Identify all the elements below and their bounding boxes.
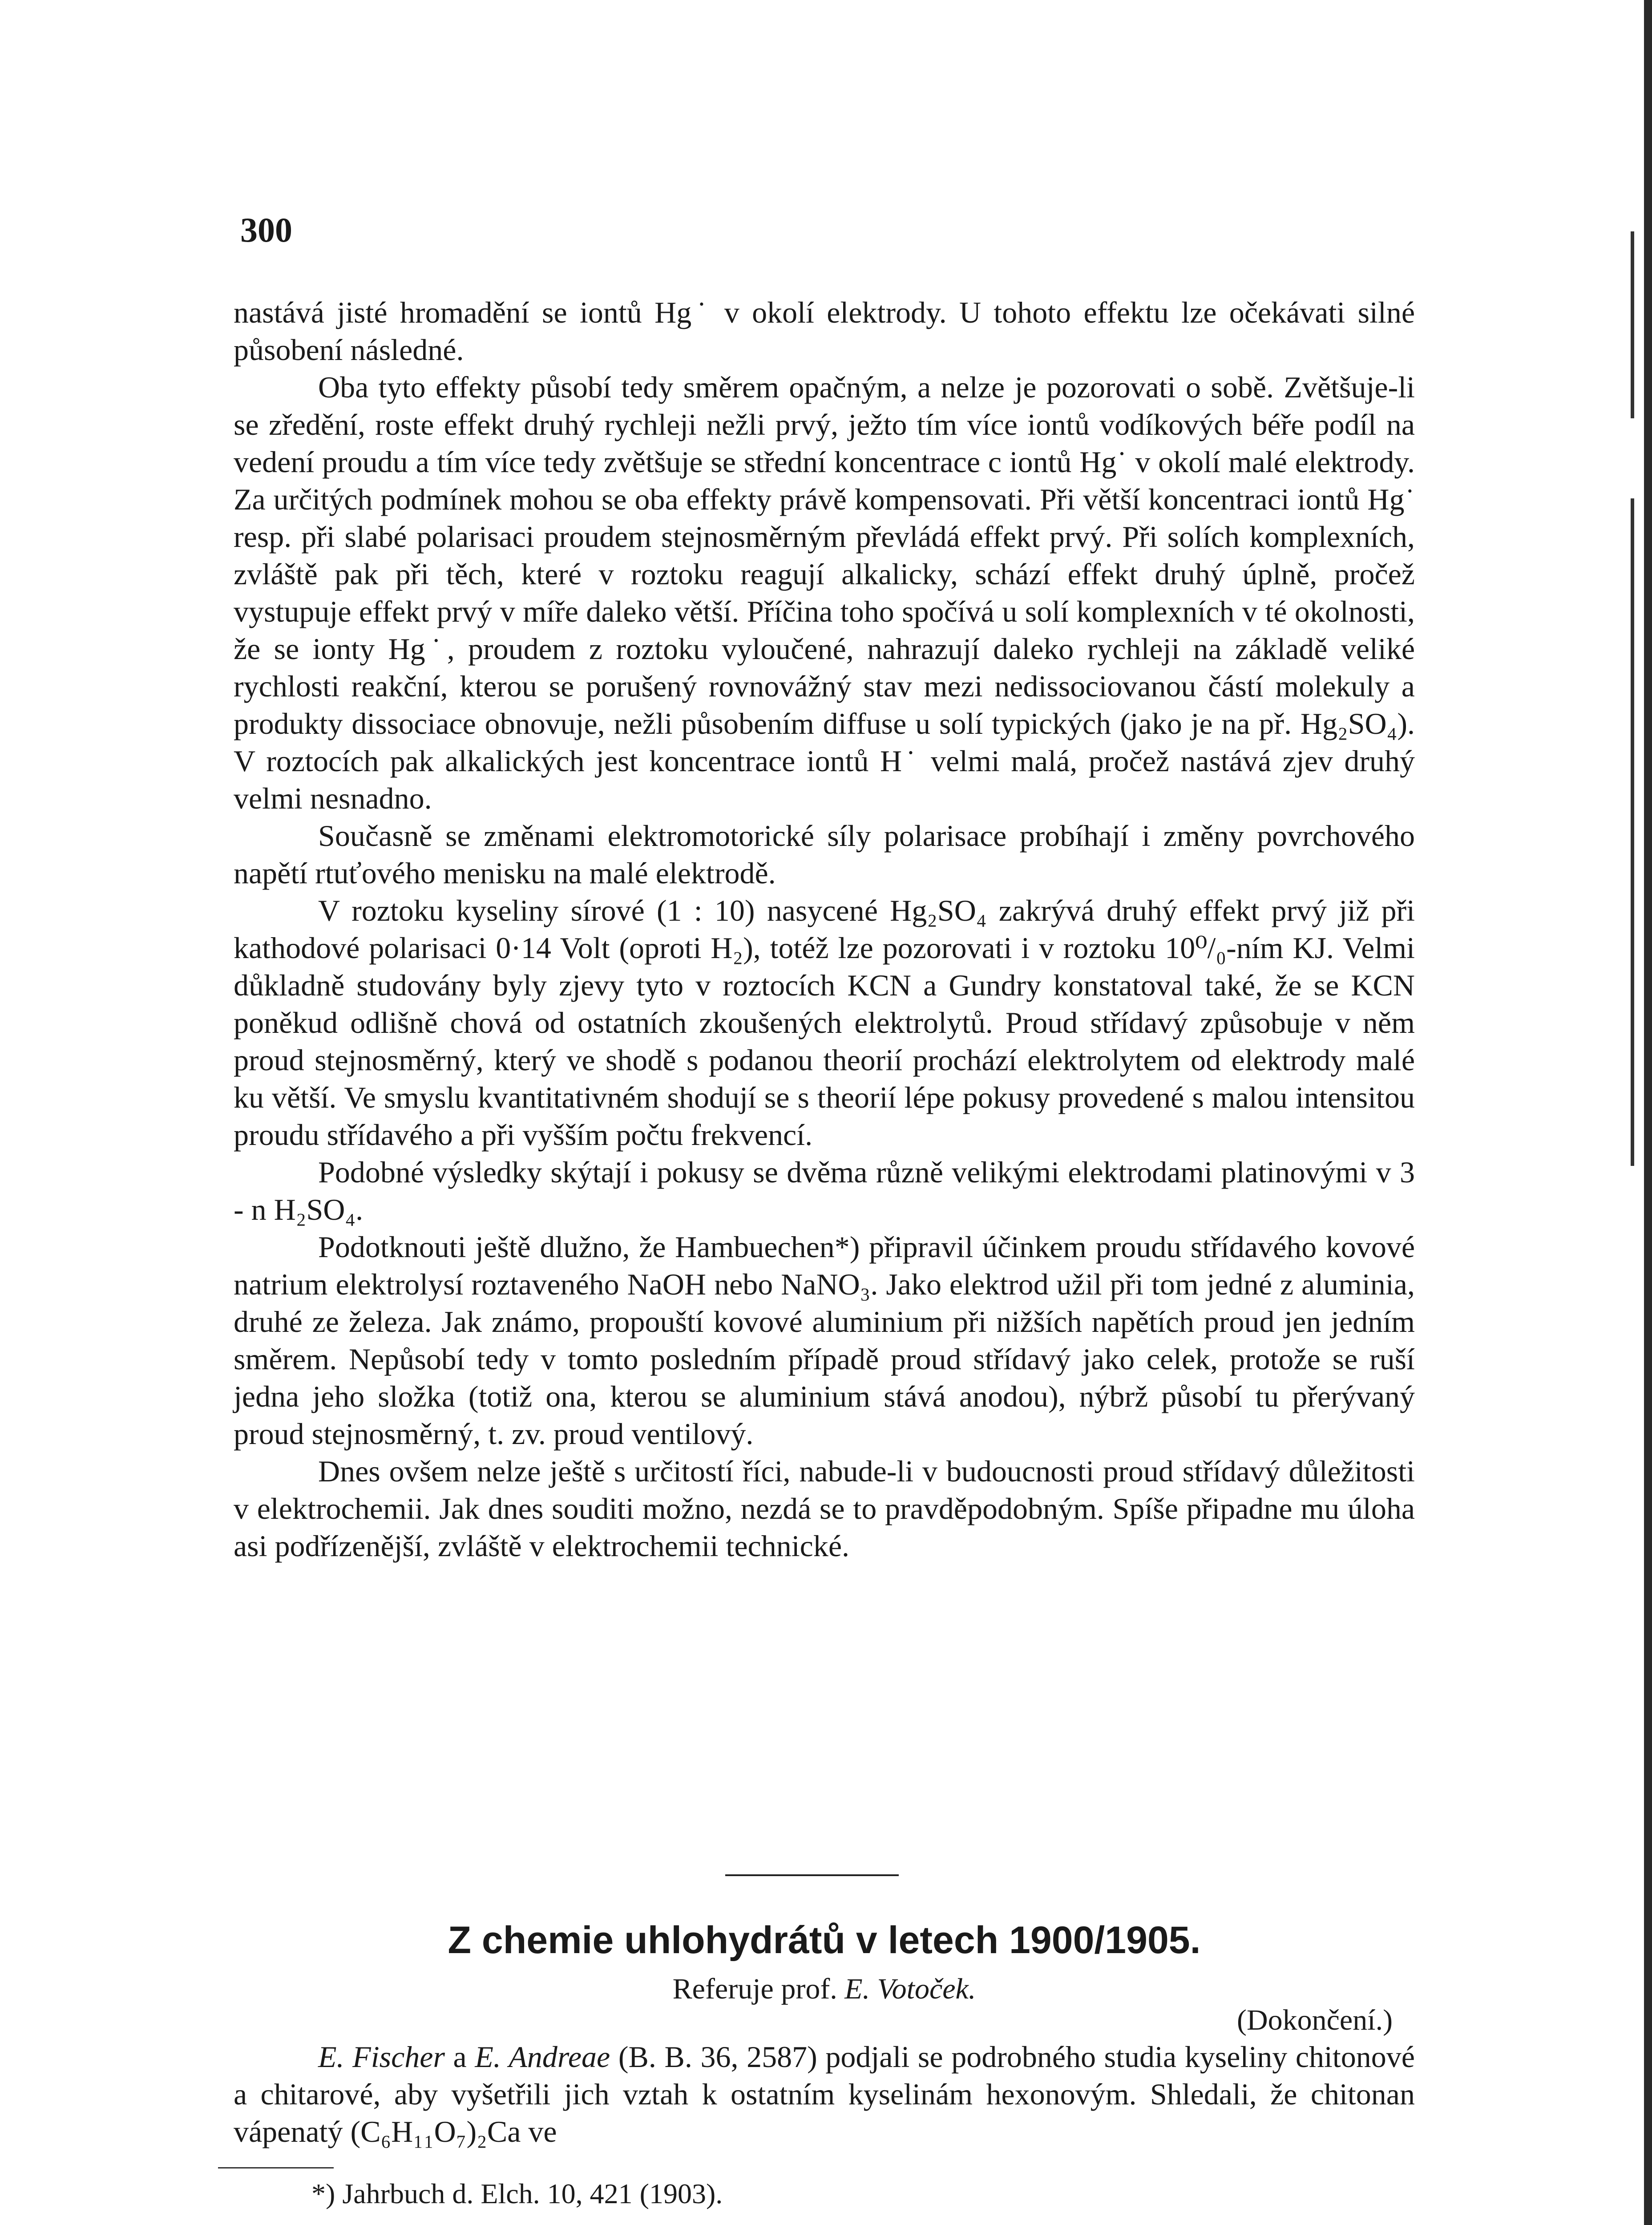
scan-edge-mark <box>1631 498 1634 1166</box>
author-conjunction: a <box>444 2040 475 2074</box>
section-divider <box>725 1874 899 1876</box>
footnote-rule <box>218 2167 334 2168</box>
paragraph: Současně se změnami elektromotorické síly polarisace probíhají i změny povrchového napětí rtuťového menisku na malé elektrodě. <box>234 819 1415 890</box>
author-fischer: E. Fischer <box>318 2040 445 2074</box>
scan-edge-mark <box>1631 231 1634 418</box>
paragraph: Dnes ovšem nelze ještě s určitostí říci, nabude-li v budoucnosti proud střídavý důležitosti v elektrochemii. Jak dnes souditi možno, nezdá se to pravděpodobným. Spíše připadne mu úloha asi podřízenější, zvláště v elektrochemii technické. <box>234 1454 1415 1563</box>
paragraph: Podotknouti ještě dlužno, že Hambuechen*) připravil účinkem proudu střídavého kovové natrium elektrolysí roztaveného NaOH nebo NaNO₃. Jako elektrod užil při tom jedné z aluminia, druhé ze železa. Jak známo, propouští kovové aluminium při nižších napětích proud jen jedním směrem. Nepůsobí tedy v tomto posledním případě proud střídavý jako celek, protože se ruší jedna jeho složka (totiž ona, kterou se aluminium stává anodou), nýbrž působí tu přerývaný proud stejnosměrný, t. zv. proud ventilový. <box>234 1230 1415 1451</box>
section-body: (B. B. 36, 2587) podjali se podrobného studia kyseliny chitonové a chitarové, aby vyšetřili jich vztah k ostatním kyselinám hexonovým. Shledali, že chitonan vápenatý (C₆H₁₁O₇)₂Ca ve <box>234 2040 1415 2148</box>
byline-prefix: Referuje prof. <box>672 1973 837 2005</box>
section-paragraph <box>234 2038 1415 2150</box>
paragraph: Oba tyto effekty působí tedy směrem opačným, a nelze je pozorovati o sobě. Zvětšuje-li se zředění, roste effekt druhý rychleji nežli prvý, ježto tím více iontů vodíkových béře podíl na vedení proudu a tím více tedy zvětšuje se střední koncentrace c iontů Hg˙ v okolí malé elektrody. Za určitých podmínek mohou se oba effekty právě kompensovati. Při větší koncentraci iontů Hg˙ resp. při slabé polarisaci proudem stejnosměrným převládá effekt prvý. Při solích komplexních, zvláště pak při těch, které v roztoku reagují alkalicky, schází effekt druhý úplně, pročež vystupuje effekt prvý v míře daleko větší. Příčina toho spočívá u solí komplexních v té okolnosti, že se ionty Hg˙, proudem z roztoku vyloučené, nahrazují daleko rychleji na základě veliké rychlosti reakční, kterou se porušený rovnovážný stav mezi nedissociovanou částí molekuly a produkty dissociace obnovuje, nežli působením diffuse u solí typických (jako je na př. Hg₂SO₄). V roztocích pak alkalických jest koncentrace iontů H˙ velmi malá, pročež nastává zjev druhý velmi nesnadno. <box>234 370 1415 815</box>
author-andreae: E. Andreae <box>475 2040 610 2074</box>
page-number: 300 <box>240 210 292 249</box>
continued-label: (Dokončení.) <box>1237 2004 1393 2036</box>
paragraph: V roztoku kyseliny sírové (1 : 10) nasycené Hg₂SO₄ zakrývá druhý effekt prvý již při kathodové polarisaci 0·14 Volt (oproti H₂), totéž lze pozorovati i v roztoku 10⁰/₀-ním KJ. Velmi důkladně studovány byly zjevy tyto v roztocích KCN a Gundry konstatoval také, že se KCN poněkud odlišně chová od ostatních zkoušených elektrolytů. Proud střídavý způsobuje v něm proud stejnosměrný, který ve shodě s podanou theorií prochází elektrolytem od elektrody malé ku větší. Ve smyslu kvantitativném shodují se s theorií lépe pokusy provedené s malou intensitou proudu střídavého a při vyšším počtu frekvencí. <box>234 894 1415 1152</box>
body-text <box>234 294 1415 1565</box>
byline-author: E. Votoček. <box>844 1973 976 2005</box>
byline <box>234 1971 1415 2007</box>
paragraph: Podobné výsledky skýtají i pokusy se dvěma různě velikými elektrodami platinovými v 3 - n H₂SO₄. <box>234 1155 1415 1226</box>
scan-edge <box>1644 0 1652 2225</box>
section-text <box>234 2038 1415 2150</box>
footnote: *) Jahrbuch d. Elch. 10, 421 (1903). <box>311 2178 723 2209</box>
paragraph: nastává jisté hromadění se iontů Hg˙ v okolí elektrody. U tohoto effektu lze očekávati silné působení následné. <box>234 295 1415 367</box>
section-title: Z chemie uhlohydrátů v letech 1900/1905. <box>448 1919 1201 1962</box>
